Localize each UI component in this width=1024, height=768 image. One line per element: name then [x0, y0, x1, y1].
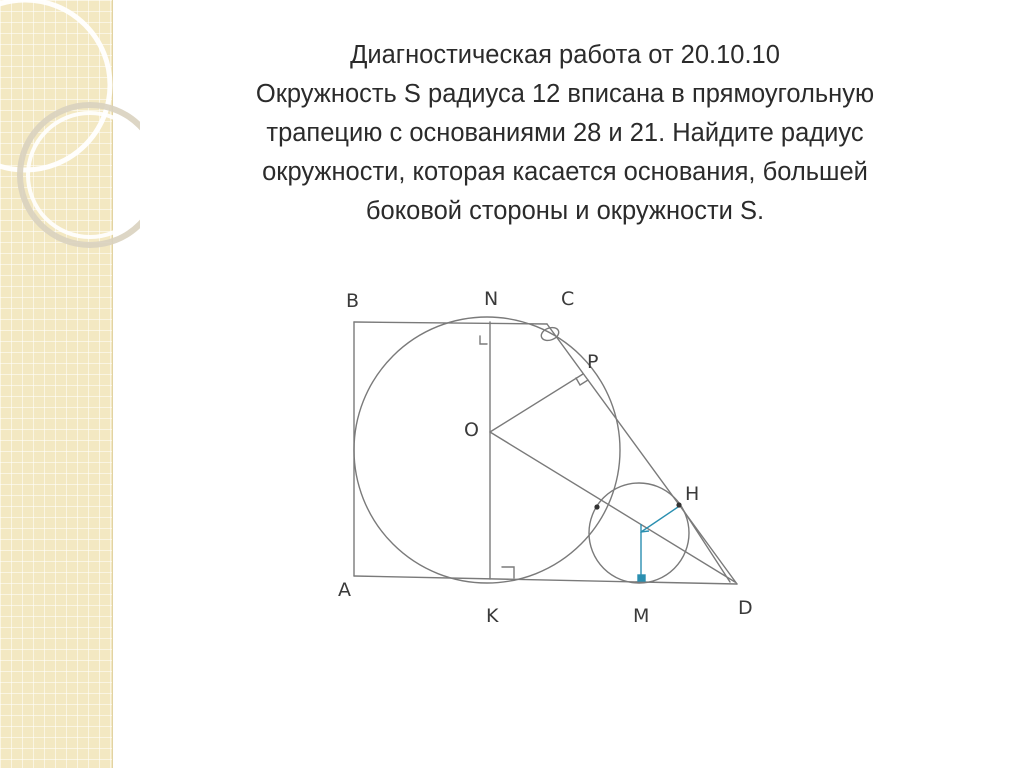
label-o: O	[464, 419, 479, 441]
point-h-dot	[676, 502, 681, 507]
title-line-4: окружности, которая касается основания, большей	[262, 158, 868, 186]
label-k: K	[486, 605, 499, 627]
point-m-marker	[638, 575, 645, 581]
decorative-rings	[0, 0, 140, 768]
decorative-ring-middle	[20, 105, 140, 245]
title-line-3: трапецию с основаниями 28 и 21. Найдите радиус	[266, 119, 864, 147]
right-angle-n	[480, 336, 487, 344]
segment-od	[490, 432, 735, 582]
label-h: H	[685, 483, 700, 505]
label-d: D	[738, 597, 753, 619]
label-a: A	[338, 579, 351, 601]
circle-s	[354, 317, 620, 583]
label-b: B	[346, 290, 360, 312]
decorative-ring-top	[0, 0, 110, 170]
segment-op	[490, 374, 583, 432]
right-angle-p	[576, 378, 588, 385]
label-c: C	[561, 288, 575, 310]
label-m: M	[633, 605, 650, 627]
title-line-5: боковой стороны и окружности S.	[365, 197, 765, 225]
tangent-point-c-mark	[539, 325, 560, 342]
geometry-drawing	[330, 270, 790, 640]
base-ad	[354, 576, 737, 584]
title-line-1: Диагностическая работа от 20.10.10	[350, 41, 780, 69]
label-p: P	[587, 351, 599, 373]
right-angle-k	[502, 567, 514, 578]
problem-statement	[150, 36, 980, 231]
small-circle	[589, 483, 689, 583]
decorative-ring-middle-inner	[28, 113, 140, 237]
title-line-2: Окружность S радиуса 12 вписана в прямоугольную	[255, 80, 875, 108]
label-n: N	[484, 288, 499, 310]
radius-marker-arrow	[641, 507, 678, 532]
tangent-point-on-s	[594, 504, 599, 509]
side-cd	[547, 324, 737, 584]
